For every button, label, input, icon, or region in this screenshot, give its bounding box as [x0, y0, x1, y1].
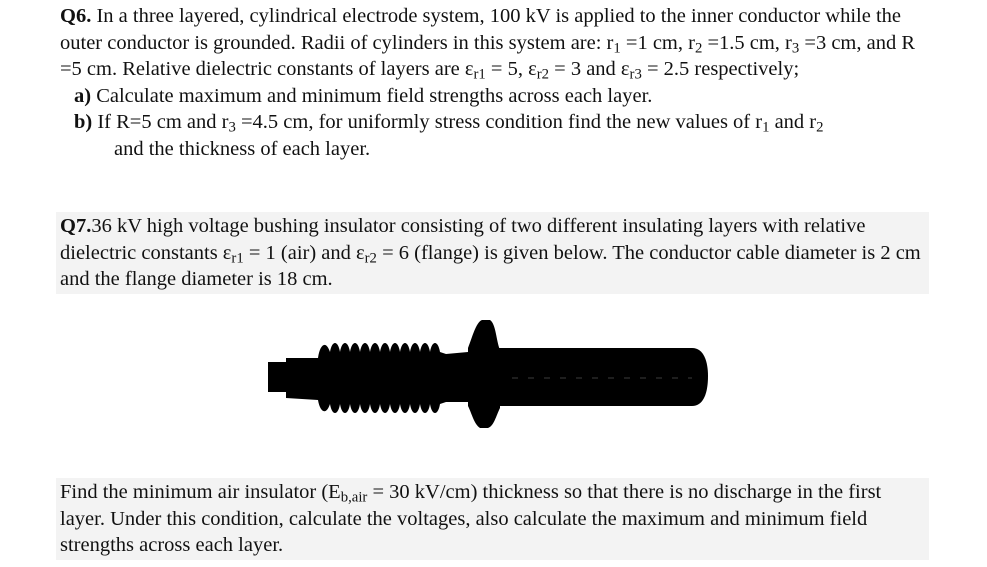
- part-b-r1-sub: 1: [762, 120, 770, 137]
- question-6-label: Q6.: [60, 5, 92, 27]
- bushing-insulator-figure: [268, 318, 708, 428]
- q7-text-3: = 6 (flange) is given below. The conductor cable diameter is 2 cm and the flange diameter is 18 cm.: [60, 241, 921, 291]
- question-7-task: [60, 479, 928, 559]
- part-b-text-1: If R=5 cm and r: [92, 111, 229, 134]
- q6-r3-val: =3 cm, and R =5 cm. Relative dielectric constants of layers are ε: [60, 31, 916, 81]
- q6-e1-val: = 5, ε: [485, 58, 537, 81]
- q7-eb-sub: b,air: [340, 489, 368, 506]
- question-6: [60, 3, 932, 163]
- q7-text-1: 36 kV high voltage bushing insulator consisting of two different insulating layers with relative dielectric constants ε: [60, 215, 866, 264]
- q7-text-2: = 1 (air) and ε: [243, 241, 365, 264]
- part-b-r3-sub: 3: [228, 120, 236, 137]
- q6-e1-sub: r1: [473, 66, 486, 83]
- q6-e3-sub: r3: [629, 66, 642, 83]
- question-6-part-a: [60, 83, 932, 110]
- q7-text-4: Find the minimum air insulator (E: [60, 481, 341, 503]
- bushing-insulator-icon: [268, 318, 708, 428]
- q6-r1-sub: 1: [613, 40, 621, 57]
- q6-e2-val: = 3 and ε: [549, 58, 630, 81]
- question-6-part-b: [60, 109, 932, 162]
- question-7-label: Q7.: [60, 215, 92, 237]
- part-a-label: a): [74, 84, 92, 107]
- part-b-continuation: and the thickness of each layer.: [114, 137, 371, 160]
- q6-e3-val: = 2.5 respectively;: [641, 58, 800, 81]
- q6-r2-val: =1.5 cm, r: [702, 31, 792, 54]
- part-b-r2-sub: 2: [816, 120, 824, 137]
- question-7: [60, 213, 928, 293]
- q7-e1-sub: r1: [231, 250, 244, 267]
- q6-r2-sub: 2: [694, 40, 703, 57]
- part-b-text-2: =4.5 cm, for uniformly stress condition find the new values of r: [235, 111, 763, 134]
- part-b-text-3: and r: [769, 111, 817, 134]
- question-6-body: [60, 3, 932, 83]
- part-a-text: Calculate maximum and minimum field strengths across each layer.: [91, 84, 653, 107]
- q7-e2-sub: r2: [364, 250, 377, 267]
- q6-r1-val: =1 cm, r: [620, 31, 695, 54]
- q6-intro: In a three layered, cylindrical electrode system, 100 kV is applied to the inner conductor while the outer conductor is grounded. Radii of cylinders in this system are: r: [60, 5, 901, 54]
- q6-e2-sub: r2: [536, 66, 550, 83]
- q7-text-5: = 30 kV/cm) thickness so that there is no discharge in the first layer. Under this condition, calculate the voltages, also calculate the maximum and minimum field strengths across each layer.: [60, 481, 882, 557]
- part-b-label: b): [74, 111, 93, 134]
- q6-r3-sub: 3: [791, 40, 800, 57]
- question-7-task-body: [60, 479, 928, 559]
- question-7-body: [60, 213, 928, 293]
